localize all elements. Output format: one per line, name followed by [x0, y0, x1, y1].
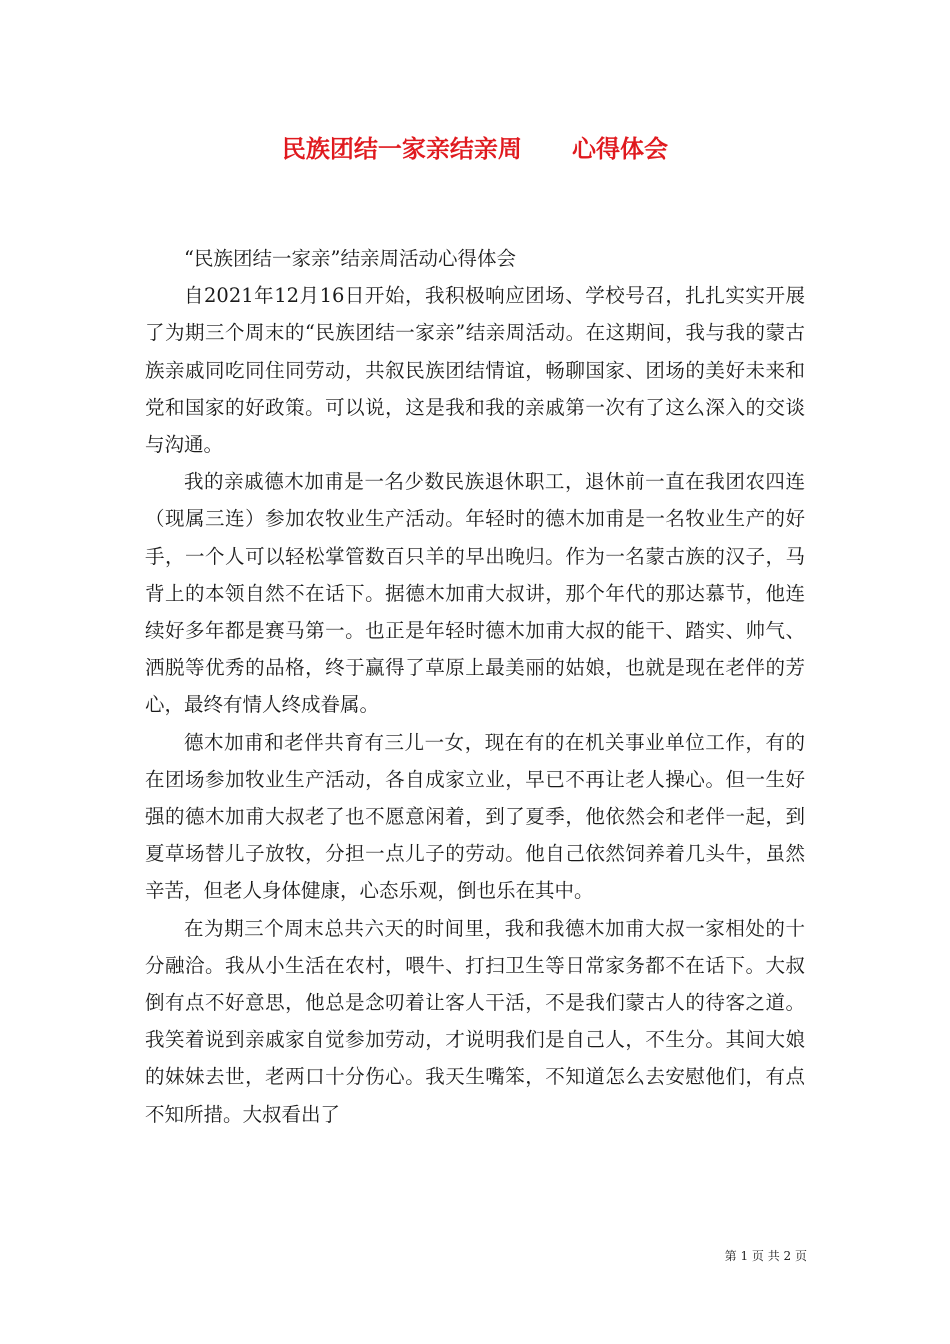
- document-title: 民族团结一家亲结亲周 心得体会: [281, 135, 669, 163]
- paragraph: 我的亲戚德木加甫是一名少数民族退休职工，退休前一直在我团农四连（现属三连）参加农牧业生产活动。年轻时的德木加甫是一名牧业生产的好手，一个人可以轻松掌管数百只羊的早出晚归。作为一名蒙古族的汉子，马背上的本领自然不在话下。据德木加甫大叔讲，那个年代的那达慕节，他连续好多年都是赛马第一。也正是年轻时德木加甫大叔的能干、踏实、帅气、洒脱等优秀的品格，终于赢得了草原上最美丽的姑娘，也就是现在老伴的芳心，最终有情人终成眷属。: [145, 470, 805, 717]
- document-body: [145, 240, 805, 1133]
- paragraph: 自2021年12月16日开始，我积极响应团场、学校号召，扎扎实实开展了为期三个周末的“民族团结一家亲”结亲周活动。在这期间，我与我的蒙古族亲戚同吃同住同劳动，共叙民族团结情谊，畅聊国家、团场的美好未来和党和国家的好政策。可以说，这是我和我的亲戚第一次有了这么深入的交谈与沟通。: [145, 284, 805, 457]
- paragraph-subtitle: “民族团结一家亲”结亲周活动心得体会: [184, 247, 516, 270]
- paragraph: 德木加甫和老伴共育有三儿一女，现在有的在机关事业单位工作，有的在团场参加牧业生产活动，各自成家立业，早已不再让老人操心。但一生好强的德木加甫大叔老了也不愿意闲着，到了夏季，他依然会和老伴一起，到夏草场替儿子放牧，分担一点儿子的劳动。他自己依然饲养着几头牛，虽然辛苦，但老人身体健康，心态乐观，倒也乐在其中。: [145, 730, 805, 903]
- paragraph: 在为期三个周末总共六天的时间里，我和我德木加甫大叔一家相处的十分融洽。我从小生活在农村，喂牛、打扫卫生等日常家务都不在话下。大叔倒有点不好意思，他总是念叨着让客人干活，不是我们蒙古人的待客之道。我笑着说到亲戚家自觉参加劳动，才说明我们是自己人，不生分。其间大娘的妹妹去世，老两口十分伤心。我天生嘴笨，不知道怎么去安慰他们，有点不知所措。大叔看出了: [145, 916, 805, 1126]
- page-number-footer: 第 1 页 共 2 页: [724, 1249, 807, 1263]
